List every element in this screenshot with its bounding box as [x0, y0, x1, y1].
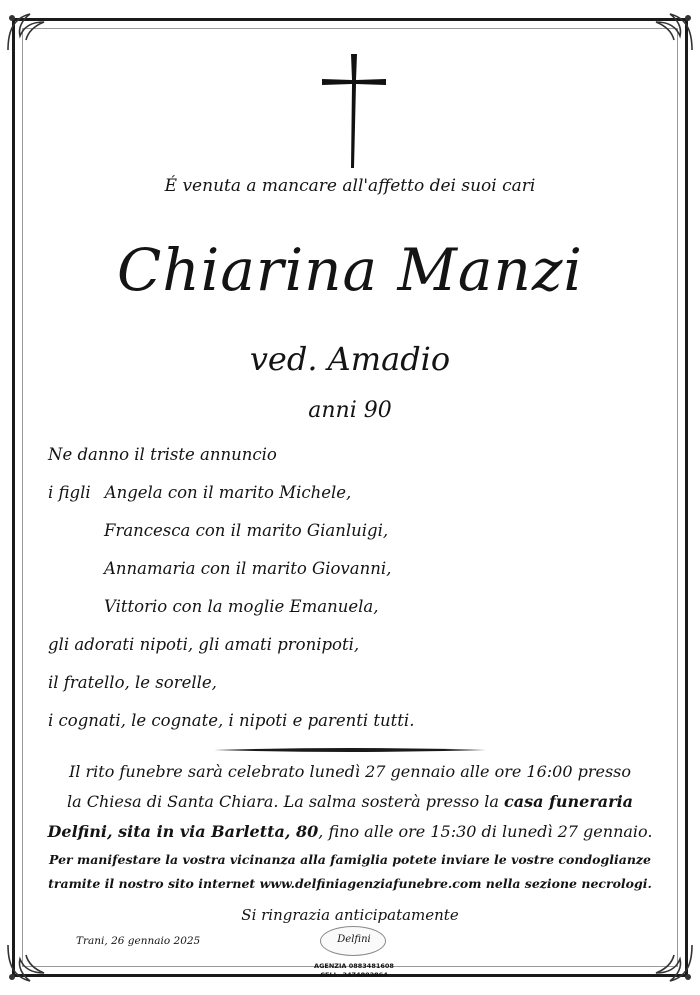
age: anni 90 — [308, 398, 392, 423]
thanks-text: Si ringrazia anticipatamente — [241, 906, 459, 924]
corner-ornament-icon — [650, 939, 696, 985]
child-item: Vittorio con la moglie Emanuela, — [104, 597, 379, 616]
announcement-lead: Ne danno il triste annuncio — [48, 445, 277, 464]
agency-logo — [312, 926, 396, 988]
intro-text: É venuta a mancare all'affetto dei suoi cari — [164, 176, 536, 196]
place-date: Trani, 26 gennaio 2025 — [76, 935, 201, 947]
widow-of: ved. Amadio — [249, 340, 451, 378]
funeral-home-address: Delfini, sita in via Barletta, 80 — [47, 822, 319, 841]
condolences-line-2: tramite il nostro sito internet www.delfiniagenziafunebre.com nella sezione necrologi. — [48, 876, 652, 891]
child-item: Angela con il marito Michele, — [104, 483, 352, 502]
child-item: Annamaria con il marito Giovanni, — [104, 559, 392, 578]
funeral-line-3 — [0, 822, 700, 841]
funeral-home-label: casa funeraria — [503, 792, 634, 811]
agency-phone: AGENZIA 0883481608 — [314, 962, 394, 970]
funeral-line-1: Il rito funebre sarà celebrato lunedì 27 gennaio alle ore 16:00 presso — [68, 762, 632, 781]
relatives-line: il fratello, le sorelle, — [48, 673, 217, 692]
agency-cell: CELL. 3474803864 — [320, 971, 388, 979]
funeral-line-3b: , fino alle ore 15:30 di lunedì 27 gennaio. — [318, 822, 653, 841]
children-label: i figli — [48, 483, 91, 502]
condolences-line-1: Per manifestare la vostra vicinanza alla famiglia potete inviare le vostre condoglianze — [49, 852, 651, 867]
deceased-name: Chiarina Manzi — [117, 236, 583, 304]
divider — [214, 738, 486, 744]
relatives-line: i cognati, le cognate, i nipoti e parenti tutti. — [48, 711, 415, 730]
corner-ornament-icon — [650, 10, 696, 56]
funeral-line-2 — [0, 792, 700, 811]
relatives-line: gli adorati nipoti, gli amati pronipoti, — [48, 635, 360, 654]
corner-ornament-icon — [4, 10, 50, 56]
cross-icon — [320, 52, 388, 170]
funeral-line-2a: la Chiesa di Santa Chiara. La salma sosterà presso la — [66, 792, 504, 811]
corner-ornament-icon — [4, 939, 50, 985]
child-item: Francesca con il marito Gianluigi, — [104, 521, 389, 540]
agency-name: Delfini — [337, 934, 371, 945]
children-line — [48, 483, 351, 502]
